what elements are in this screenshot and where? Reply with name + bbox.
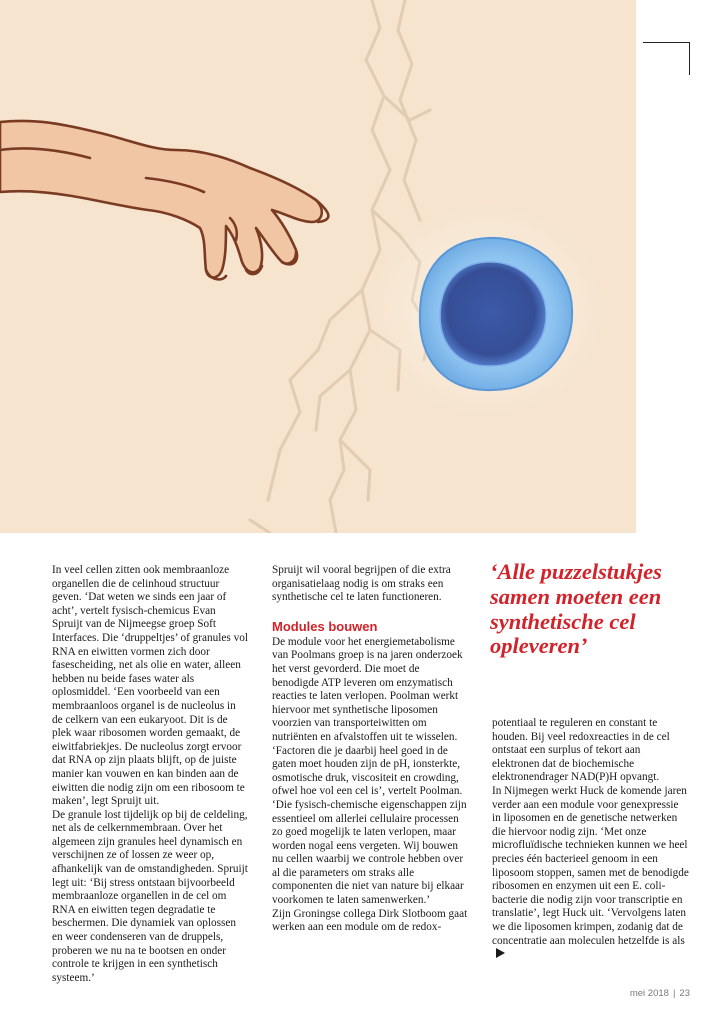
paragraph: Spruijt wil vooral begrijpen of die extra organisatielaag nodig is om straks een synthetische cel te laten functioneren.	[272, 564, 451, 604]
pull-quote: ‘Alle puzzelstukjes samen moeten een synthetische cel opleveren’	[490, 559, 662, 659]
corner-marker	[643, 42, 690, 75]
paragraph: De module voor het energiemetabolisme van Poolmans groep is na jaren onderzoek het verst gevorderd. Die moet de benodigde ATP leveren om enzymatisch reacties te laten verlopen. Poolman werkt hiervoor met synthetische liposomen voorzien van transporteiwitten om nutriënten en afvalstoffen uit te wisselen. ‘Factoren die je daarbij heel goed in de gaten moet houden zijn de pH, ionsterkte, osmotische druk, viscositeit en crowding, ofwel hoe vol een cel is’, vertelt Poolman. ‘Die fysisch-chemische eigenschappen zijn essentieel om allerlei cellulaire processen zo goed mogelijk te laten verlopen, maar worden nogal eens vergeten. Wij bouwen nu cellen waarbij we controle hebben over al die parameters om straks alle componenten die niet van nature bij elkaar voorkomen te laten samenwerken.’	[272, 635, 467, 907]
hand-and-cell-illustration	[0, 0, 636, 533]
text-column-3	[492, 717, 690, 962]
continue-arrow-icon	[496, 948, 505, 958]
text-column-2	[272, 564, 468, 935]
paragraph: De granule lost tijdelijk op bij de celdeling, net als de celkernmembraan. Over het algemeen zijn granules heel dynamisch en verschijnen ze of lossen ze weer op, afhankelijk van de omstandigheden. Spruijt legt uit: ‘Bij stress ontstaan bijvoorbeeld membraanloze organellen in de cel om RNA en eiwitten tegen degradatie te beschermen. Die dynamiek van oplossen en weer condenseren van de druppels, proberen we nu na te bootsen en onder controle te krijgen in een synthetisch systeem.’	[52, 808, 248, 984]
cell-icon	[420, 238, 572, 390]
section-heading: Modules bouwen	[272, 618, 378, 634]
issue-date: mei 2018	[629, 988, 669, 999]
footer-separator: |	[672, 988, 676, 999]
paragraph-text: In Nijmegen werkt Huck de komende jaren verder aan een module voor genexpressie in liposomen en de genetische netwerken die hiervoor nodig zijn. ‘Met onze microfluïdische technieken kunnen we heel precies één bacterieel genoom in een liposoom stoppen, samen met de benodigde ribosomen en enzymen uit een E. coli-bacterie die nodig zijn voor transcriptie en translatie’, legt Huck uit. ‘Vervolgens laten we die liposomen krimpen, zodanig dat de concentratie aan moleculen hetzelfde is als	[492, 784, 689, 947]
paragraph	[492, 785, 690, 962]
hand-icon	[0, 121, 328, 279]
text-column-1	[52, 564, 249, 985]
paragraph: In veel cellen zitten ook membraanloze organellen die de celinhoud structuur geven. ‘Dat weten we sinds een jaar of acht’, vertelt fysisch-chemicus Evan Spruijt van de Nijmeegse groep Soft Interfaces. Die ‘druppeltjes’ of granules vol RNA en eiwitten vormen zich door fasescheiding, net als olie en water, alleen hebben nu beide fases water als oplosmiddel. ‘Een voorbeeld van een membraanloos organel is de nucleolus in de celkern van een eukaryoot. Dit is de plek waar ribosomen worden gemaakt, de eiwitfabriekjes. De nucleolus zorgt ervoor dat RNA op zijn plaats blijft, op de juiste manier kan vouwen en kan binden aan de eiwitten die nodig zijn om een ribosoom te maken’, legt Spruijt uit.	[52, 564, 248, 808]
paragraph: potentiaal te reguleren en constant te houden. Bij veel redoxreacties in de cel ontstaat een surplus of tekort aan elektronen dat de biochemische elektronendrager NAD(P)H opvangt.	[492, 717, 670, 784]
page-number: 23	[679, 988, 690, 999]
hero-illustration	[0, 0, 636, 533]
page-footer	[630, 988, 690, 999]
paragraph: Zijn Groningse collega Dirk Slotboom gaat werken aan een module om de redox-	[272, 907, 468, 934]
